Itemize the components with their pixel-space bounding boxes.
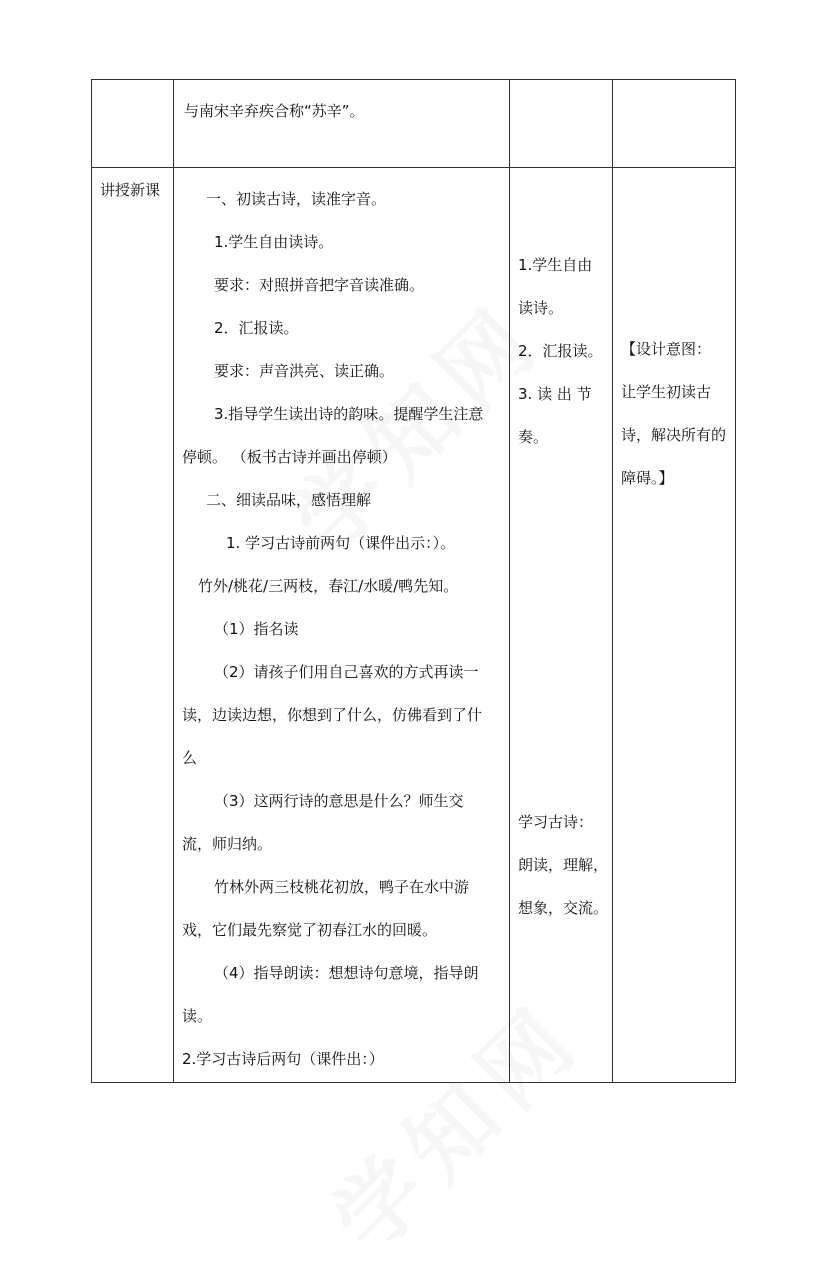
- content-line: 一、初读古诗，读准字音。: [206, 190, 387, 208]
- content-line: 戏，它们最先察觉了初春江水的回暖。: [182, 921, 438, 939]
- lesson-plan-table: [91, 79, 736, 1083]
- student-line: 3. 读 出 节: [518, 385, 592, 403]
- student-line: 朗读，理解，: [518, 856, 609, 874]
- student-line: 想象，交流。: [518, 899, 609, 917]
- student-activity-cell: [510, 168, 613, 1083]
- intent-cell-empty: [613, 80, 736, 168]
- student-line: 读诗。: [518, 299, 564, 317]
- content-line: 竹林外两三枝桃花初放，鸭子在水中游: [214, 878, 470, 896]
- content-line: （3）这两行诗的意思是什么？师生交: [214, 792, 464, 810]
- content-line: 么: [182, 749, 198, 767]
- category-cell-empty: [92, 80, 174, 168]
- design-intent-cell: [613, 168, 736, 1083]
- content-line: 与南宋辛弃疾合称“苏辛”。: [184, 102, 365, 120]
- content-line: 停顿。 （板书古诗并画出停顿）: [182, 448, 397, 466]
- table-row: [92, 168, 736, 1083]
- content-line: 二、细读品味，感悟理解: [206, 491, 372, 509]
- content-line: 读，边读边想，你想到了什么，仿佛看到了什: [182, 706, 483, 724]
- student-cell-empty: [510, 80, 613, 168]
- content-line: （4）指导朗读：想想诗句意境，指导朗: [214, 964, 479, 982]
- student-line: 奏。: [518, 428, 549, 446]
- content-line: 3.指导学生读出诗的韵味。提醒学生注意: [214, 405, 484, 423]
- table-row: [92, 80, 736, 168]
- intent-line: 诗，解决所有的: [621, 426, 727, 444]
- content-line: （1）指名读: [214, 620, 299, 638]
- intent-line: 【设计意图：: [621, 340, 712, 358]
- content-line: （2）请孩子们用自己喜欢的方式再读一: [214, 663, 479, 681]
- content-line: 流，师归纳。: [182, 835, 273, 853]
- content-line: 读。: [182, 1007, 213, 1025]
- intent-line: 障碍。】: [621, 469, 674, 487]
- student-line: 2．汇报读。: [518, 342, 603, 360]
- intent-line: 让学生初读古: [621, 383, 712, 401]
- category-cell: [92, 168, 174, 1083]
- content-line: 要求：声音洪亮、读正确。: [214, 362, 395, 380]
- content-line: 竹外/桃花/三两枝，春江/水暖/鸭先知。: [198, 577, 459, 595]
- teacher-activity-cell: [174, 168, 510, 1083]
- content-line: 要求：对照拼音把字音读准确。: [214, 276, 425, 294]
- category-label: 讲授新课: [100, 181, 161, 199]
- content-line: 1.学生自由读诗。: [214, 233, 334, 251]
- content-cell: [174, 80, 510, 168]
- content-line: 2.学习古诗后两句（课件出：）: [182, 1050, 384, 1068]
- student-line: 学习古诗：: [518, 813, 594, 831]
- student-line: 1.学生自由: [518, 256, 593, 274]
- content-line: 2．汇报读。: [214, 319, 299, 337]
- content-line: 1. 学习古诗前两句（课件出示：）。: [226, 534, 456, 552]
